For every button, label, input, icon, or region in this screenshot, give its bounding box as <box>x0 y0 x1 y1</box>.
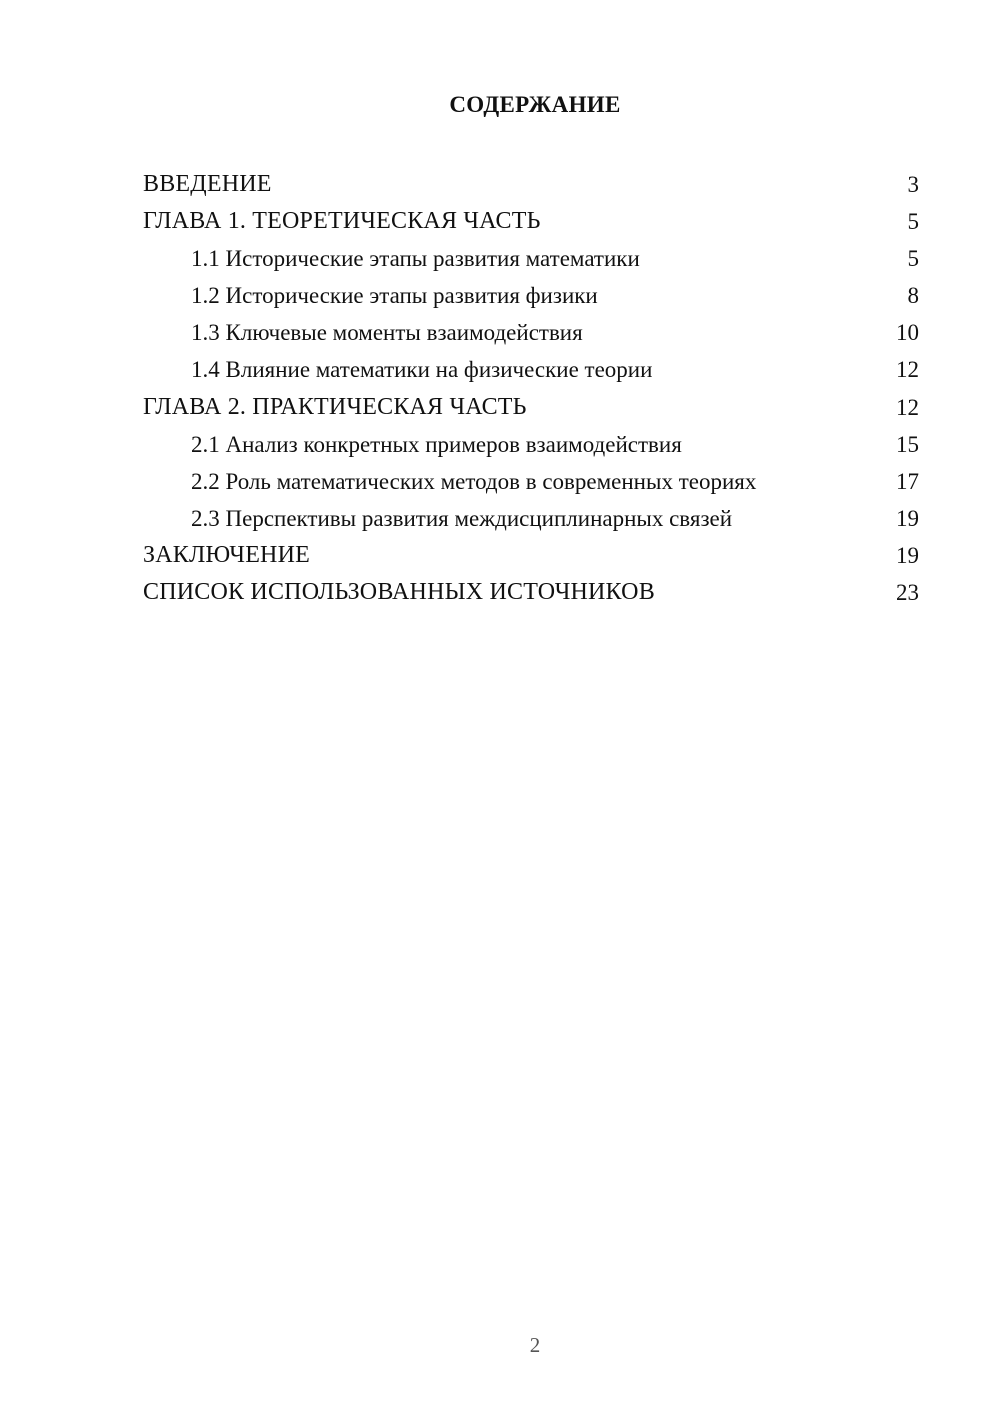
toc-entry-label: ВВЕДЕНИЕ <box>143 171 272 197</box>
toc-entry-page: 23 <box>896 580 919 606</box>
toc-entry-section-1-3[interactable] <box>143 314 919 351</box>
toc-entry-label: ГЛАВА 2. ПРАКТИЧЕСКАЯ ЧАСТЬ <box>143 393 527 420</box>
toc-entry-section-2-2[interactable] <box>143 463 919 500</box>
toc-entry-chapter-1[interactable] <box>143 203 919 240</box>
toc-entry-introduction[interactable] <box>143 166 919 203</box>
toc-entry-label: СПИСОК ИСПОЛЬЗОВАННЫХ ИСТОЧНИКОВ <box>143 579 655 606</box>
toc-entry-page: 5 <box>907 209 919 235</box>
toc-entry-conclusion[interactable] <box>143 537 919 574</box>
toc-entry-section-2-3[interactable] <box>143 500 919 537</box>
toc-entry-chapter-2[interactable] <box>143 389 919 426</box>
toc-entry-section-1-4[interactable] <box>143 351 919 388</box>
toc-entry-label: 1.3 Ключевые моменты взаимодействия <box>191 320 583 346</box>
toc-entry-page: 19 <box>896 505 919 531</box>
page-number: 2 <box>529 1333 541 1357</box>
toc-entry-section-1-2[interactable] <box>143 277 919 314</box>
toc-entry-page: 5 <box>907 246 919 272</box>
toc-entry-section-2-1[interactable] <box>143 426 919 463</box>
toc-entry-page: 10 <box>896 320 919 346</box>
toc-entry-label: 2.1 Анализ конкретных примеров взаимодействия <box>191 431 682 457</box>
toc-entry-page: 17 <box>896 468 919 494</box>
toc-entry-label: 2.3 Перспективы развития междисциплинарных связей <box>191 505 733 531</box>
toc-entry-label: 1.1 Исторические этапы развития математики <box>191 246 640 272</box>
toc-entry-label: 1.2 Исторические этапы развития физики <box>191 283 598 309</box>
toc-entry-references[interactable] <box>143 574 919 611</box>
toc-entry-page: 8 <box>907 283 919 309</box>
toc-entry-section-1-1[interactable] <box>143 240 919 277</box>
toc-entry-page: 19 <box>896 542 919 568</box>
toc-entry-page: 15 <box>896 431 919 457</box>
table-of-contents <box>143 166 919 611</box>
toc-entry-page: 12 <box>896 394 919 420</box>
toc-entry-page: 12 <box>896 357 919 383</box>
toc-entry-label: ЗАКЛЮЧЕНИЕ <box>143 541 310 568</box>
page-title: СОДЕРЖАНИЕ <box>449 92 621 117</box>
toc-entry-label: 2.2 Роль математических методов в современных теориях <box>191 468 757 494</box>
toc-entry-label: ГЛАВА 1. ТЕОРЕТИЧЕСКАЯ ЧАСТЬ <box>143 208 541 235</box>
toc-entry-label: 1.4 Влияние математики на физические теории <box>191 357 653 383</box>
toc-entry-page: 3 <box>907 172 919 197</box>
